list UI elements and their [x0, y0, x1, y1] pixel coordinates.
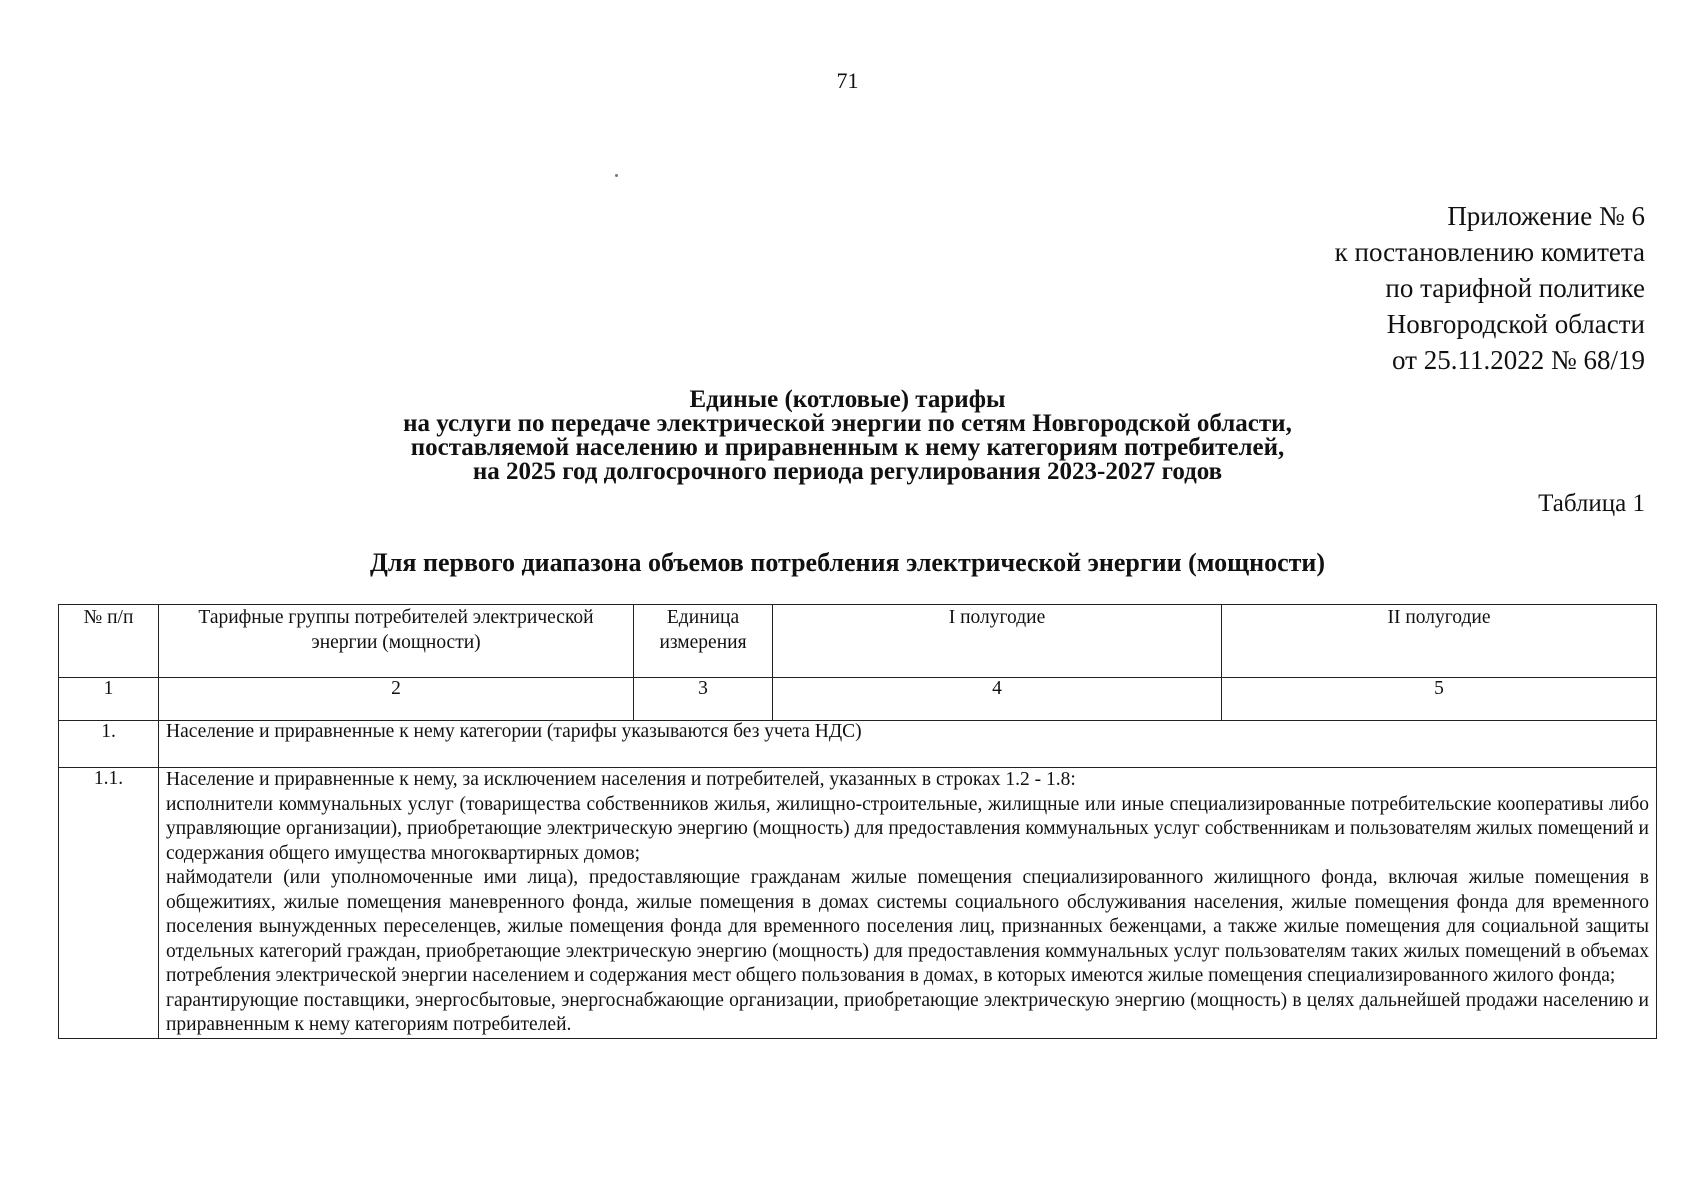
row-paragraph: Население и приравненные к нему, за исключением населения и потребителей, указанных в строках 1.2 - 1.8: [166, 769, 1076, 790]
row-number: 1. [59, 721, 159, 768]
column-number-cell: 3 [634, 678, 773, 721]
column-number-cell: 1 [59, 678, 159, 721]
scan-speck [615, 174, 618, 177]
column-number-cell: 4 [773, 678, 1222, 721]
title-line: на 2025 год долгосрочного периода регулирования 2023-2027 годов [472, 458, 1223, 485]
row-paragraph: наймодатели (или уполномоченные ими лица), предоставляющие гражданам жилые помещения специализированного жилищного фонда, включая жилые помещения в общежитиях, жилые помещения маневренного фонда, жилые помещения в домах системы социального обслуживания населения, жилые помещения фонда для временного поселения вынужденных переселенцев, жилые помещения фонда для временного поселения лиц, признанных беженцами, а также жилые помещения для социальной защиты отдельных категорий граждан, приобретающие электрическую энергию (мощность) для предоставления коммунальных услуг пользователям таких жилых помещений в объемах потребления электрической энергии населением и содержания мест общего пользования в домах, в которых имеются жилые помещения специализированного жилого фонда; [166, 867, 1649, 986]
title-line: поставляемой населению и приравненным к нему категориям потребителей, [410, 434, 1285, 461]
row-paragraph: исполнители коммунальных услуг (товарищества собственников жилья, жилищно-строительные, жилищные или иные специализированные потребительские кооперативы либо управляющие организации), приобретающие электрическую энергию (мощность) для предоставления коммунальных услуг собственникам и пользователям жилых помещений и содержания общего имущества многоквартирных домов; [166, 793, 1649, 864]
header-cell-tariff-groups: Тарифные группы потребителей электрической энергии (мощности) [159, 605, 634, 678]
appendix-line: от 25.11.2022 № 68/19 [1392, 345, 1645, 375]
header-cell-number: № п/п [59, 605, 159, 678]
range-heading: Для первого диапазона объемов потребления электрической энергии (мощности) [369, 548, 1326, 577]
header-cell-first-half: I полугодие [773, 605, 1222, 678]
title-line: на услуги по передаче электрической энергии по сетям Новгородской области, [403, 410, 1292, 437]
table-row [59, 721, 1657, 768]
tariff-table [58, 604, 1657, 1039]
appendix-line: Новгородской области [1386, 309, 1645, 339]
title-line: Единые (котловые) тарифы [689, 386, 1006, 413]
header-cell-second-half: II полугодие [1222, 605, 1657, 678]
table-header-row [59, 605, 1657, 678]
appendix-line: Приложение № 6 [1447, 201, 1645, 231]
column-number-cell: 5 [1222, 678, 1657, 721]
appendix-line: к постановлению комитета [1334, 237, 1645, 267]
table-label: Таблица 1 [1538, 490, 1645, 517]
appendix-line: по тарифной политике [1385, 273, 1645, 303]
column-number-row [59, 678, 1657, 721]
row-description [159, 768, 1657, 1039]
column-number-cell: 2 [159, 678, 634, 721]
row-section-title: Население и приравненные к нему категории (тарифы указываются без учета НДС) [159, 721, 1657, 768]
header-cell-unit: Единица измерения [634, 605, 773, 678]
appendix-block [1335, 198, 1645, 378]
document-title [0, 388, 1695, 484]
row-paragraph: гарантирующие поставщики, энергосбытовые, энергоснабжающие организации, приобретающие электрическую энергию (мощность) в целях дальнейшей продажи населению и приравненным к нему категориям потребителей. [166, 989, 1649, 1035]
table-row [59, 768, 1657, 1039]
page-number: 71 [836, 68, 859, 93]
row-number: 1.1. [59, 768, 159, 1039]
